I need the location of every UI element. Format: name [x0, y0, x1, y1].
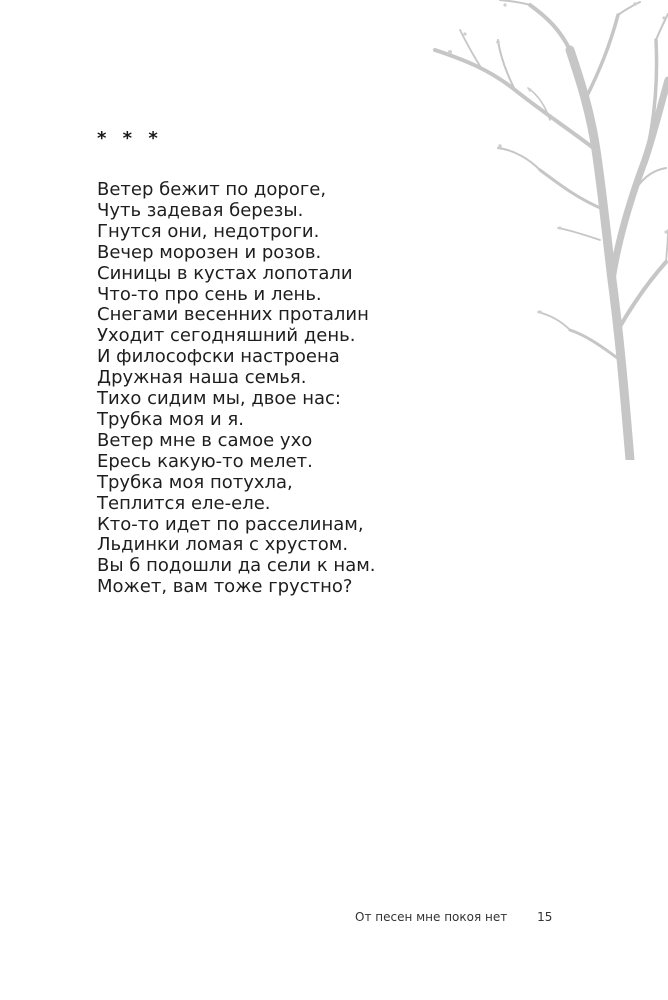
- page-number: 15: [537, 910, 553, 924]
- birch-tree-illustration: [420, 0, 668, 460]
- poem-line: Гнутся они, недотроги.: [97, 220, 320, 242]
- poem-line: Ересь какую-то мелет.: [97, 450, 313, 472]
- poem-line: Что-то про сень и лень.: [97, 283, 322, 305]
- page-footer: [355, 910, 552, 924]
- poem-line: Снегами весенних проталин: [97, 304, 369, 326]
- poem-line: Ветер бежит по дороге,: [97, 179, 327, 200]
- poem-line: Тихо сидим мы, двое нас:: [97, 388, 341, 410]
- poem-line: Льдинки ломая с хрустом.: [97, 534, 349, 556]
- poem-line: Теплится еле-еле.: [97, 492, 271, 514]
- poem-line: Трубка моя потухла,: [97, 471, 293, 493]
- section-separator-asterisks: * * *: [97, 128, 163, 149]
- poem-line: И философски настроена: [97, 346, 340, 368]
- poem-line: Ветер мне в самое ухо: [97, 429, 313, 451]
- poem-line: Вечер морозен и розов.: [97, 241, 322, 263]
- poem-line: Кто-то идет по расселинам,: [97, 513, 364, 535]
- poem-line: Вы б подошли да сели к нам.: [97, 555, 376, 577]
- poem: [97, 180, 376, 598]
- poem-line: Дружная наша семья.: [97, 367, 307, 389]
- poem-line: Чуть задевая березы.: [97, 199, 304, 221]
- poem-line: Синицы в кустах лопотали: [97, 262, 353, 284]
- poem-line: Уходит сегодняшний день.: [97, 325, 356, 347]
- poem-line: Трубка моя и я.: [97, 408, 244, 430]
- poem-line: Может, вам тоже грустно?: [97, 576, 353, 598]
- running-title: От песен мне покоя нет: [355, 910, 508, 924]
